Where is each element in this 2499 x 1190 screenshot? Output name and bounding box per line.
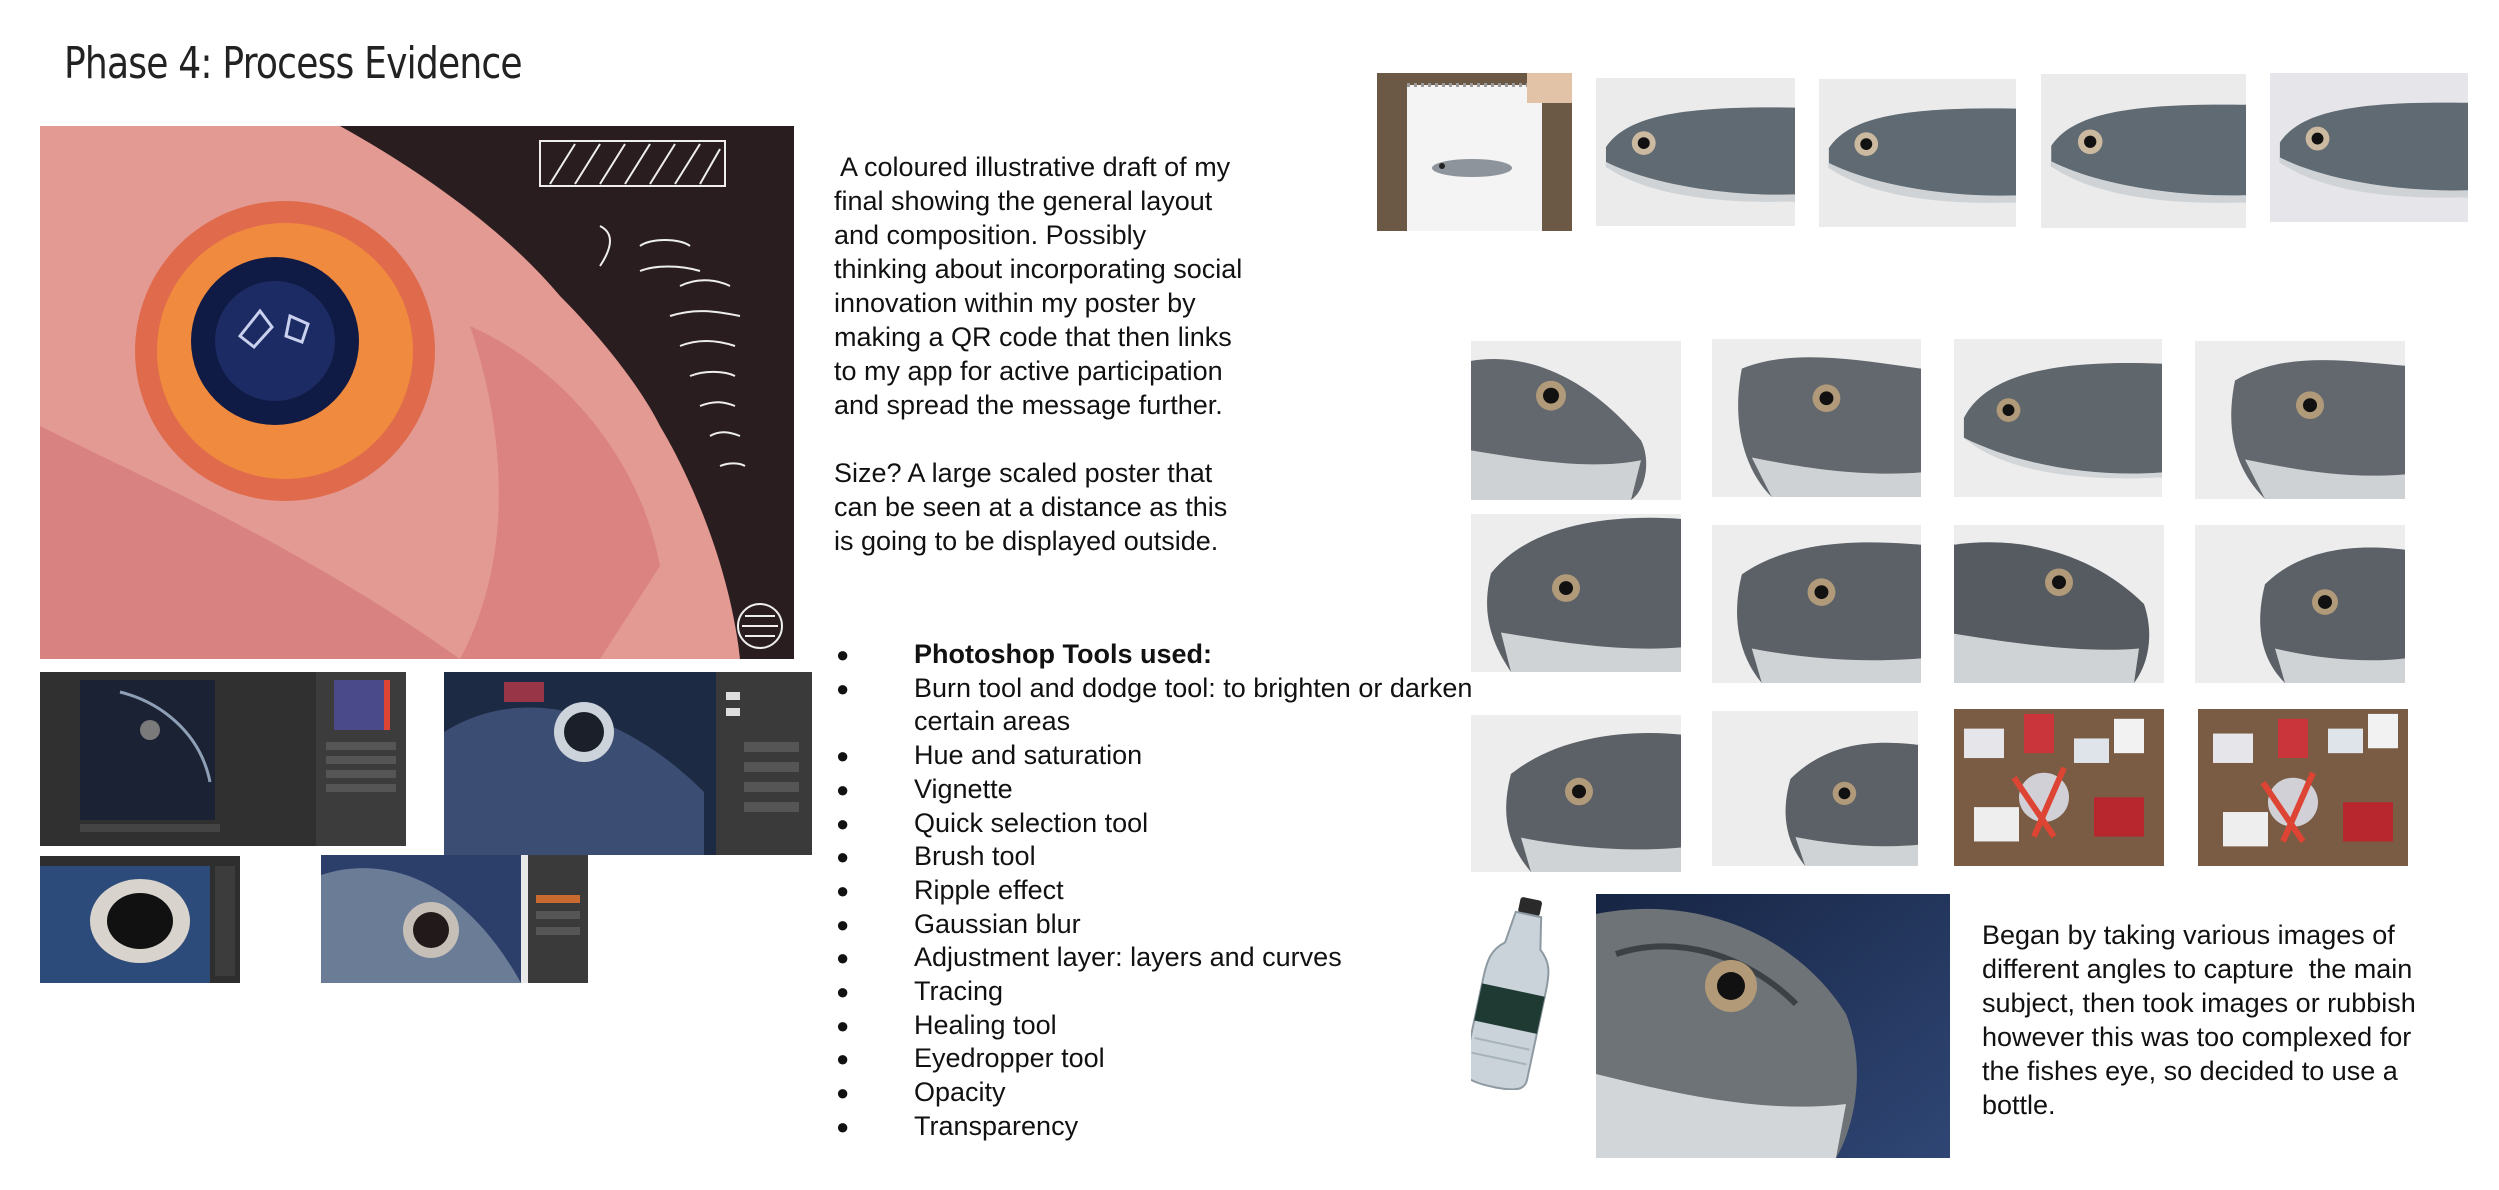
fish-head-photo	[1471, 341, 1681, 500]
composite-fish-image	[1596, 894, 1950, 1158]
process-caption	[1982, 918, 2462, 1122]
bullet-dot-icon: ●	[836, 1012, 850, 1038]
size-line: is going to be displayed outside.	[834, 526, 1219, 556]
draft-line: A coloured illustrative draft of my	[834, 152, 1231, 182]
list-item-continuation: certain areas	[914, 706, 1071, 737]
size-line: can be seen at a distance as this	[834, 492, 1228, 522]
fish-photo	[2270, 73, 2468, 222]
sketchbook-photo	[1377, 73, 1572, 231]
draft-line: thinking about incorporating social	[834, 254, 1243, 284]
bullet-dot-icon: ●	[836, 776, 850, 802]
photoshop-screenshot-3	[40, 856, 240, 983]
list-item: ● Hue and saturation	[832, 739, 1532, 773]
fish-photo	[2041, 74, 2246, 228]
bullet-dot-icon: ●	[836, 979, 850, 1005]
bullet-dot-icon: ●	[836, 945, 850, 971]
fish-head-photo	[2195, 525, 2405, 683]
draft-line: and spread the message further.	[834, 390, 1223, 420]
list-item: ● Burn tool and dodge tool: to brighten or darken	[832, 672, 1532, 706]
fish-head-photo	[1471, 715, 1681, 872]
bullet-dot-icon: ●	[836, 642, 850, 667]
fish-head-photo	[2195, 341, 2405, 499]
fish-head-photo	[1712, 525, 1921, 683]
fish-photo	[1819, 79, 2016, 227]
fish-head-photo	[1712, 339, 1921, 497]
fish-eye-illustration	[40, 126, 794, 659]
fish-head-photo	[1712, 711, 1918, 866]
bullet-dot-icon: ●	[836, 877, 850, 903]
list-item: ● Opacity	[832, 1076, 1532, 1110]
caption-line: Began by taking various images of	[1982, 920, 2395, 950]
list-item: ● Eyedropper tool	[832, 1042, 1532, 1076]
list-item: ● Quick selection tool	[832, 807, 1532, 841]
bullet-dot-icon: ●	[836, 1113, 850, 1139]
photoshop-tools-list	[832, 638, 1532, 1144]
fish-photo	[1596, 78, 1795, 226]
bottle-photo	[1471, 895, 1556, 1090]
draft-line: innovation within my poster by	[834, 288, 1196, 318]
rubbish-photo	[1954, 709, 2164, 866]
list-item: ● Healing tool	[832, 1009, 1532, 1043]
list-item: ● Transparency	[832, 1110, 1532, 1144]
page-title: Phase 4: Process Evidence	[64, 38, 522, 89]
bullet-dot-icon: ●	[836, 810, 850, 836]
bullet-dot-icon: ●	[836, 844, 850, 870]
caption-line: different angles to capture the main	[1982, 954, 2413, 984]
rubbish-photo	[2198, 709, 2408, 866]
caption-line: subject, then took images or rubbish	[1982, 988, 2416, 1018]
draft-description	[834, 150, 1304, 558]
caption-line: bottle.	[1982, 1090, 2056, 1120]
draft-line: and composition. Possibly	[834, 220, 1147, 250]
list-item: ● Tracing	[832, 975, 1532, 1009]
list-item: ● Brush tool	[832, 840, 1532, 874]
fish-head-photo	[1471, 514, 1681, 672]
draft-line: making a QR code that then links	[834, 322, 1232, 352]
draft-line: final showing the general layout	[834, 186, 1213, 216]
photoshop-screenshot-1	[40, 672, 406, 846]
list-item: ● Vignette	[832, 773, 1532, 807]
bullet-dot-icon: ●	[836, 1080, 850, 1106]
bullet-dot-icon: ●	[836, 911, 850, 937]
bullet-dot-icon: ●	[836, 675, 850, 701]
draft-line: to my app for active participation	[834, 356, 1223, 386]
list-item: ● Ripple effect	[832, 874, 1532, 908]
photoshop-screenshot-4	[321, 855, 588, 983]
bullet-dot-icon: ●	[836, 743, 850, 769]
caption-line: the fishes eye, so decided to use a	[1982, 1056, 2398, 1086]
list-item: ● Gaussian blur	[832, 908, 1532, 942]
list-item: ● Adjustment layer: layers and curves	[832, 941, 1532, 975]
fish-head-photo	[1954, 525, 2164, 683]
size-line: Size? A large scaled poster that	[834, 458, 1213, 488]
fish-photo	[1954, 339, 2162, 497]
tools-heading: ● Photoshop Tools used:	[832, 638, 1532, 672]
bullet-dot-icon: ●	[836, 1046, 850, 1072]
caption-line: however this was too complexed for	[1982, 1022, 2412, 1052]
photoshop-screenshot-2	[444, 672, 812, 855]
